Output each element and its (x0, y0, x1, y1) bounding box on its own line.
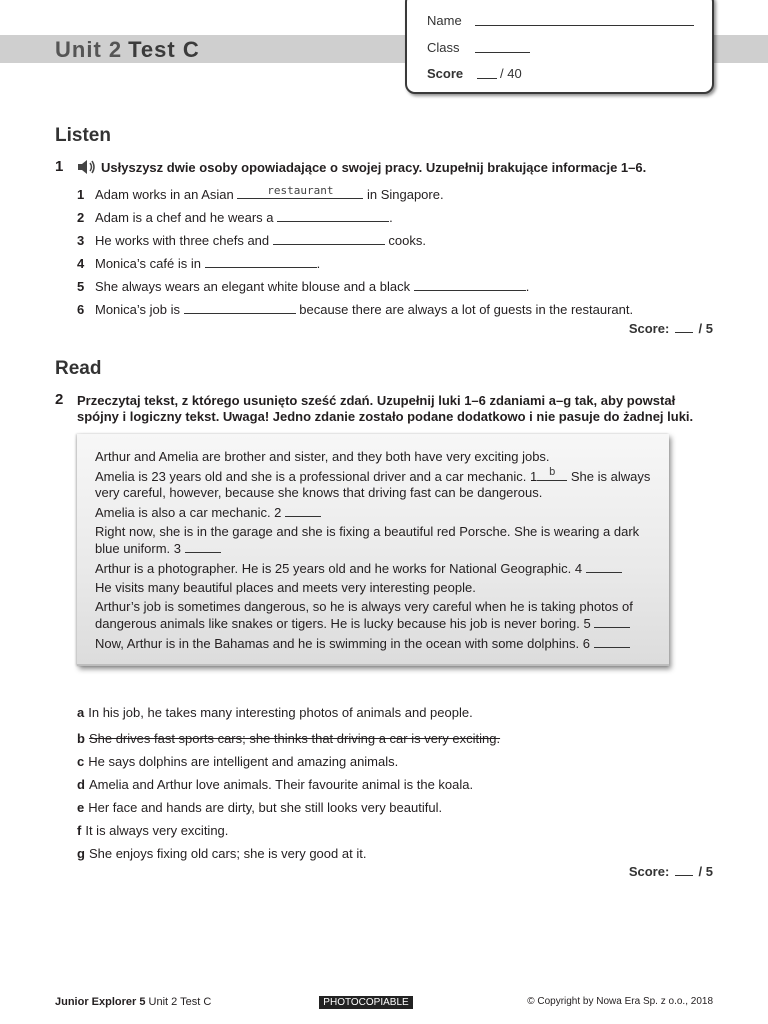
read-title: Read (55, 358, 102, 379)
task-1-number: 1 (55, 158, 64, 175)
gap-1[interactable] (537, 465, 567, 481)
score-blank[interactable] (675, 865, 693, 876)
listen-title: Listen (55, 125, 111, 146)
listen-score: Score: / 5 (628, 321, 713, 336)
name-label: Name (427, 13, 462, 28)
answer-blank[interactable] (205, 255, 317, 268)
option-f: f It is always very exciting. (77, 823, 229, 838)
gap-5[interactable] (594, 615, 630, 628)
answer-blank[interactable] (184, 301, 296, 314)
handwritten-answer: b (548, 465, 556, 478)
class-field[interactable] (475, 52, 530, 53)
page-title (55, 35, 200, 63)
test-label: Test C (128, 37, 200, 62)
answer-blank[interactable] (277, 209, 389, 222)
list-item: 2 Adam is a chef and he wears a . (77, 210, 393, 225)
speaker-icon[interactable] (76, 157, 98, 177)
name-field[interactable] (475, 25, 694, 26)
footer-book: Junior Explorer 5 Unit 2 Test C (55, 996, 212, 1008)
option-c: c He says dolphins are intelligent and amazing animals. (77, 754, 399, 769)
answer-blank[interactable] (237, 186, 363, 199)
student-info-box (405, 0, 714, 94)
list-item: 1 Adam works in an Asian restaurant in Singapore. (77, 184, 444, 202)
option-b: b She drives fast sports cars; she thinks that driving a car is very exciting. (77, 731, 501, 746)
score-blank[interactable] (675, 322, 693, 333)
class-label: Class (427, 40, 460, 55)
score-total: / 40 (500, 66, 522, 81)
unit-label: Unit 2 (55, 37, 123, 62)
handwritten-answer: restaurant (267, 184, 334, 197)
listen-items (77, 186, 633, 318)
gap-3[interactable] (185, 540, 221, 553)
read-score: Score: / 5 (628, 864, 713, 879)
photocopiable-badge: PHOTOCOPIABLE (319, 996, 413, 1009)
score-field[interactable] (477, 78, 497, 79)
task-2-instruction: Przeczytaj tekst, z którego usunięto sześć zdań. Uzupełnij luki 1–6 zdaniami a–g tak, aby powstał spójny i logiczny tekst. Uwaga! Jedno zdanie zostało podane dodatkowo i nie pasuje do żadnej luki. (77, 393, 694, 424)
task-2-number: 2 (55, 391, 64, 408)
option-d: d Amelia and Arthur love animals. Their favourite animal is the koala. (77, 777, 474, 792)
list-item: 3 He works with three chefs and cooks. (77, 233, 426, 248)
option-e: e Her face and hands are dirty, but she still looks very beautiful. (77, 800, 443, 815)
gap-4[interactable] (586, 560, 622, 573)
gap-2[interactable] (285, 504, 321, 517)
task-1-instruction: Usłyszysz dwie osoby opowiadające o swojej pracy. Uzupełnij brakujące informacje 1–6. (101, 160, 647, 175)
gap-6[interactable] (594, 635, 630, 648)
reading-text-box (77, 434, 669, 666)
reading-text: Arthur and Amelia are brother and sister, and they both have very exciting jobs. Amelia is 23 years old and she is a professional driver and a car mechanic. 1 b She is always very careful, however, because she knows that driving fast can be dangerous. Amelia is also a car mechanic. 2 Right now, she is in the garage and she is fixing a beautiful red Porsche. She is wearing a dark blue uniform. 3 Arthur is a photographer. He is 25 years old and he works for National Geographic. 4 He visits many beautiful places and meets very interesting people. Arthur’s job is sometimes dangerous, so he is always very careful when he is taking photos of dangerous animals like snakes or tigers. He is lucky because his job is never boring. 5 Now, Arthur is in the Bahamas and he is swimming in the ocean with some dolphins. 6 (95, 449, 651, 651)
copyright: © Copyright by Nowa Era Sp. z o.o., 2018 (527, 996, 713, 1007)
list-item: 4 Monica’s café is in . (77, 256, 321, 271)
list-item: 5 She always wears an elegant white blouse and a black . (77, 279, 530, 294)
answer-blank[interactable] (414, 278, 526, 291)
list-item: 6 Monica’s job is because there are always a lot of guests in the restaurant. (77, 302, 634, 317)
option-g: g She enjoys fixing old cars; she is very good at it. (77, 846, 367, 861)
option-a: a In his job, he takes many interesting photos of animals and people. (77, 705, 473, 720)
sentence-options (77, 704, 500, 862)
answer-blank[interactable] (273, 232, 385, 245)
score-label: Score (427, 66, 464, 81)
